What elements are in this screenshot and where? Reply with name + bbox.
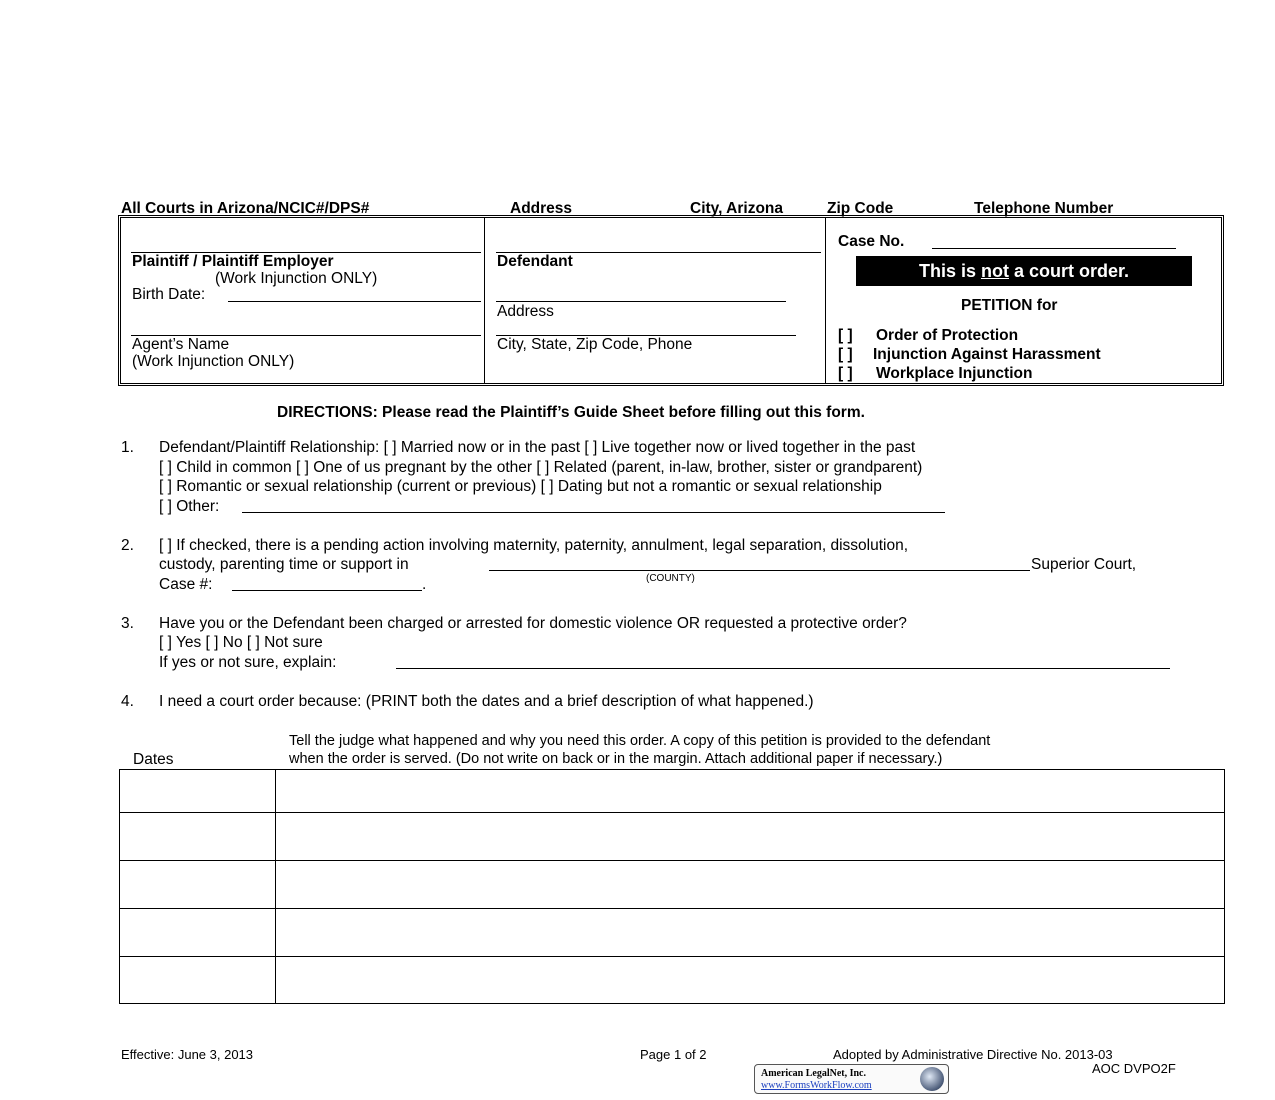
q3-explain-label: If yes or not sure, explain:	[159, 654, 337, 671]
adopted-directive: Adopted by Administrative Directive No. 2013-03	[833, 1047, 1113, 1062]
table-row	[120, 770, 1225, 813]
q1-line-1: Defendant/Plaintiff Relationship: [ ] Married now or in the past [ ] Live together now or lived together in the past	[159, 439, 916, 456]
q3-number: 3.	[121, 615, 134, 632]
logo-url[interactable]: www.FormsWorkFlow.com	[761, 1080, 872, 1091]
table-row	[120, 909, 1225, 957]
q1-line-4: [ ] Other:	[159, 498, 220, 515]
date-cell[interactable]	[120, 861, 276, 909]
table-row	[120, 861, 1225, 909]
directions: DIRECTIONS: Please read the Plaintiff’s Guide Sheet before filling out this form.	[277, 404, 865, 421]
date-cell[interactable]	[120, 813, 276, 861]
option-order-protection: Order of Protection	[876, 327, 1019, 344]
description-header-1: Tell the judge what happened and why you need this order. A copy of this petition is provided to the defendant	[289, 733, 991, 749]
case-no-field[interactable]	[932, 248, 1176, 249]
q2-period: .	[422, 576, 427, 593]
option-workplace-injunction: Workplace Injunction	[876, 365, 1033, 382]
description-cell[interactable]	[276, 861, 1225, 909]
q1-line-3: [ ] Romantic or sexual relationship (current or previous) [ ] Dating but not a romantic or sexual relationship	[159, 478, 882, 495]
description-cell[interactable]	[276, 770, 1225, 813]
q2-line-1: [ ] If checked, there is a pending action involving maternity, paternity, annulment, legal separation, dissolution,	[159, 537, 909, 554]
agent-sub-label: (Work Injunction ONLY)	[132, 353, 295, 370]
effective-date: Effective: June 3, 2013	[121, 1047, 254, 1062]
city-label: City, Arizona	[690, 200, 784, 217]
checkbox-injunction-harassment[interactable]: [ ]	[838, 346, 853, 363]
q2-number: 2.	[121, 537, 134, 554]
description-cell[interactable]	[276, 957, 1225, 1004]
description-cell[interactable]	[276, 909, 1225, 957]
date-cell[interactable]	[120, 770, 276, 813]
defendant-city-label: City, State, Zip Code, Phone	[497, 336, 693, 353]
defendant-label: Defendant	[497, 253, 573, 270]
q3-options[interactable]: [ ] Yes [ ] No [ ] Not sure	[159, 634, 323, 651]
plaintiff-label: Plaintiff / Plaintiff Employer	[132, 253, 334, 270]
caption-divider-2	[825, 218, 826, 384]
logo-name: American LegalNet, Inc.	[761, 1068, 866, 1079]
zip-label: Zip Code	[827, 200, 894, 217]
q1-other-field[interactable]	[242, 512, 945, 513]
globe-icon	[920, 1067, 944, 1091]
checkbox-workplace-injunction[interactable]: [ ]	[838, 365, 853, 382]
birth-date-field[interactable]	[228, 301, 481, 302]
q4-number: 4.	[121, 693, 134, 710]
q3-line-1: Have you or the Defendant been charged or arrested for domestic violence OR requested a protective order?	[159, 615, 907, 632]
q3-explain-field[interactable]	[396, 668, 1170, 669]
q4-text: I need a court order because: (PRINT both the dates and a brief description of what happened.)	[159, 693, 814, 710]
phone-label: Telephone Number	[974, 200, 1114, 217]
events-table	[119, 769, 1225, 1004]
date-cell[interactable]	[120, 909, 276, 957]
not-court-order-banner: This is not a court order.	[856, 256, 1192, 286]
q2-case-field[interactable]	[232, 590, 422, 591]
q2-county-field[interactable]	[489, 570, 1030, 571]
page-number: Page 1 of 2	[640, 1047, 707, 1062]
option-injunction-harassment: Injunction Against Harassment	[873, 346, 1101, 363]
q1-number: 1.	[121, 439, 134, 456]
date-cell[interactable]	[120, 957, 276, 1004]
q2-superior-court: Superior Court,	[1031, 556, 1137, 573]
defendant-address-field[interactable]	[496, 301, 786, 302]
checkbox-order-protection[interactable]: [ ]	[838, 327, 853, 344]
address-label: Address	[510, 200, 573, 217]
case-no-label: Case No.	[838, 233, 905, 250]
table-row	[120, 957, 1225, 1004]
caption-divider-1	[484, 218, 485, 384]
form-code: AOC DVPO2F	[1092, 1061, 1176, 1076]
defendant-address-label: Address	[497, 303, 554, 320]
courts-label: All Courts in Arizona/NCIC#/DPS#	[121, 200, 370, 217]
legalnet-logo[interactable]	[754, 1064, 949, 1094]
q2-case-label: Case #:	[159, 576, 213, 593]
plaintiff-sub-label: (Work Injunction ONLY)	[215, 270, 378, 287]
description-cell[interactable]	[276, 813, 1225, 861]
q2-line-2: custody, parenting time or support in	[159, 556, 409, 573]
q1-line-2: [ ] Child in common [ ] One of us pregnant by the other [ ] Related (parent, in-law, brother, sister or grandparent)	[159, 459, 923, 476]
birth-date-label: Birth Date:	[132, 286, 206, 303]
q2-county-caption: (COUNTY)	[646, 573, 695, 584]
description-header-2: when the order is served. (Do not write on back or in the margin. Attach additional paper if necessary.)	[289, 751, 943, 767]
dates-header: Dates	[133, 751, 174, 768]
agent-name-label: Agent’s Name	[132, 336, 230, 353]
table-row	[120, 813, 1225, 861]
petition-for-label: PETITION for	[961, 297, 1058, 314]
